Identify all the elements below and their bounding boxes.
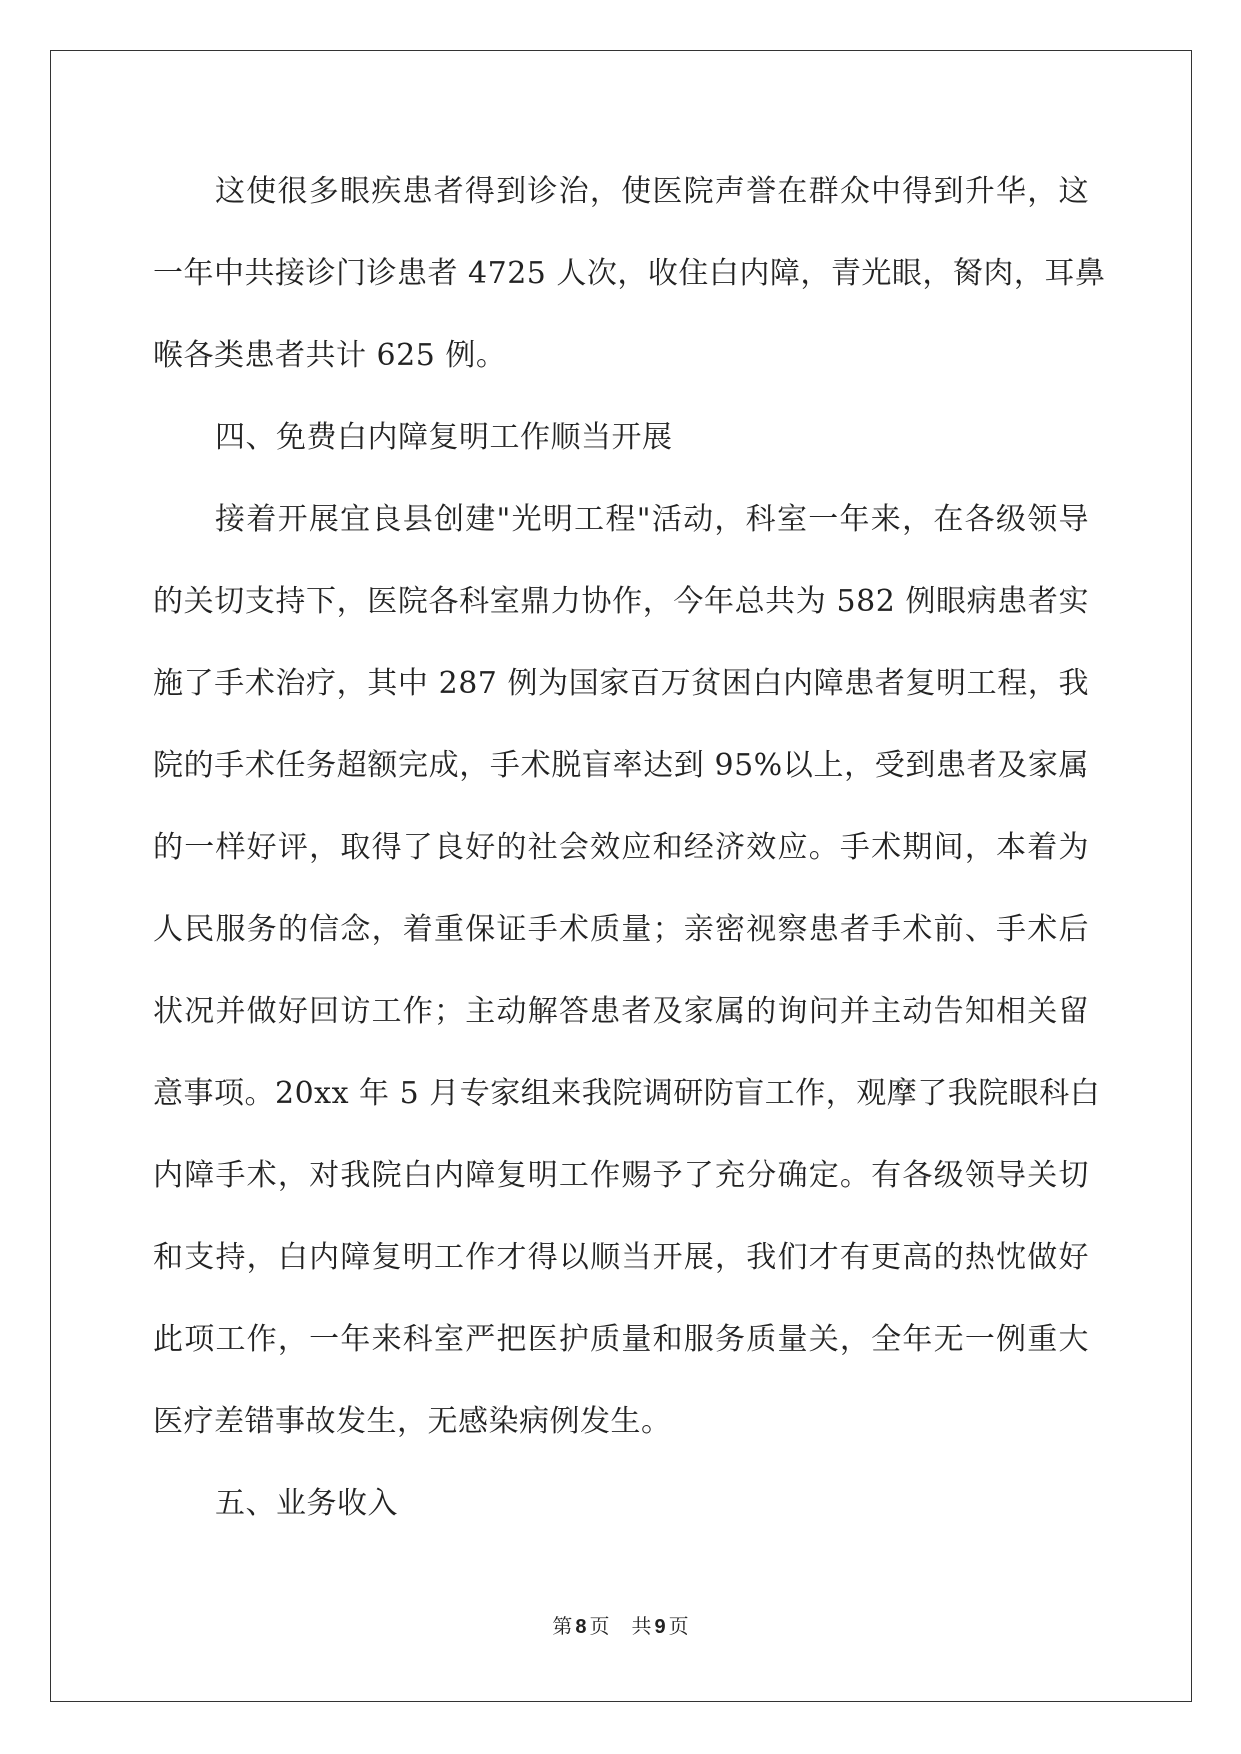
paragraph-line-10: 人民服务的信念，着重保证手术质量；亲密视察患者手术前、手术后 xyxy=(153,912,1089,947)
current-page-number: 8 xyxy=(575,1616,587,1638)
paragraph-line-2: 一年中共接诊门诊患者 4725 人次，收住白内障，青光眼，胬肉，耳鼻 xyxy=(153,256,1106,291)
paragraph-line-5: 接着开展宜良县创建"光明工程"活动，科室一年来，在各级领导 xyxy=(215,502,1089,537)
paragraph-line-16: 医疗差错事故发生，无感染病例发生。 xyxy=(153,1404,672,1439)
paragraph-line-7: 施了手术治疗，其中 287 例为国家百万贫困白内障患者复明工程，我 xyxy=(153,666,1089,701)
footer-total-suffix: 页 xyxy=(668,1614,689,1638)
paragraph-line-3: 喉各类患者共计 625 例。 xyxy=(153,338,507,373)
paragraph-line-8: 院的手术任务超额完成，手术脱盲率达到 95%以上，受到患者及家属 xyxy=(153,748,1089,783)
page-footer xyxy=(0,1610,1241,1639)
paragraph-line-11: 状况并做好回访工作；主动解答患者及家属的询问并主动告知相关留 xyxy=(153,994,1089,1029)
paragraph-line-9: 的一样好评，取得了良好的社会效应和经济效应。手术期间，本着为 xyxy=(153,830,1089,865)
paragraph-line-14: 和支持，白内障复明工作才得以顺当开展，我们才有更高的热忱做好 xyxy=(153,1240,1089,1275)
body-text xyxy=(153,159,1106,1553)
paragraph-line-6: 的关切支持下，医院各科室鼎力协作，今年总共为 582 例眼病患者实 xyxy=(153,584,1089,619)
paragraph-line-12: 意事项。20xx 年 5 月专家组来我院调研防盲工作，观摩了我院眼科白 xyxy=(153,1076,1101,1111)
section-heading-4: 四、免费白内障复明工作顺当开展 xyxy=(215,420,673,455)
paragraph-line-1: 这使很多眼疾患者得到诊治，使医院声誉在群众中得到升华，这 xyxy=(215,174,1089,209)
paragraph-line-15: 此项工作，一年来科室严把医护质量和服务质量关，全年无一例重大 xyxy=(153,1322,1089,1357)
total-page-number: 9 xyxy=(654,1616,666,1638)
footer-page-word: 页 xyxy=(589,1614,610,1638)
footer-prefix: 第 xyxy=(552,1614,573,1638)
footer-total-prefix: 共 xyxy=(631,1614,652,1638)
section-heading-5: 五、业务收入 xyxy=(215,1486,398,1521)
paragraph-line-13: 内障手术，对我院白内障复明工作赐予了充分确定。有各级领导关切 xyxy=(153,1158,1089,1193)
